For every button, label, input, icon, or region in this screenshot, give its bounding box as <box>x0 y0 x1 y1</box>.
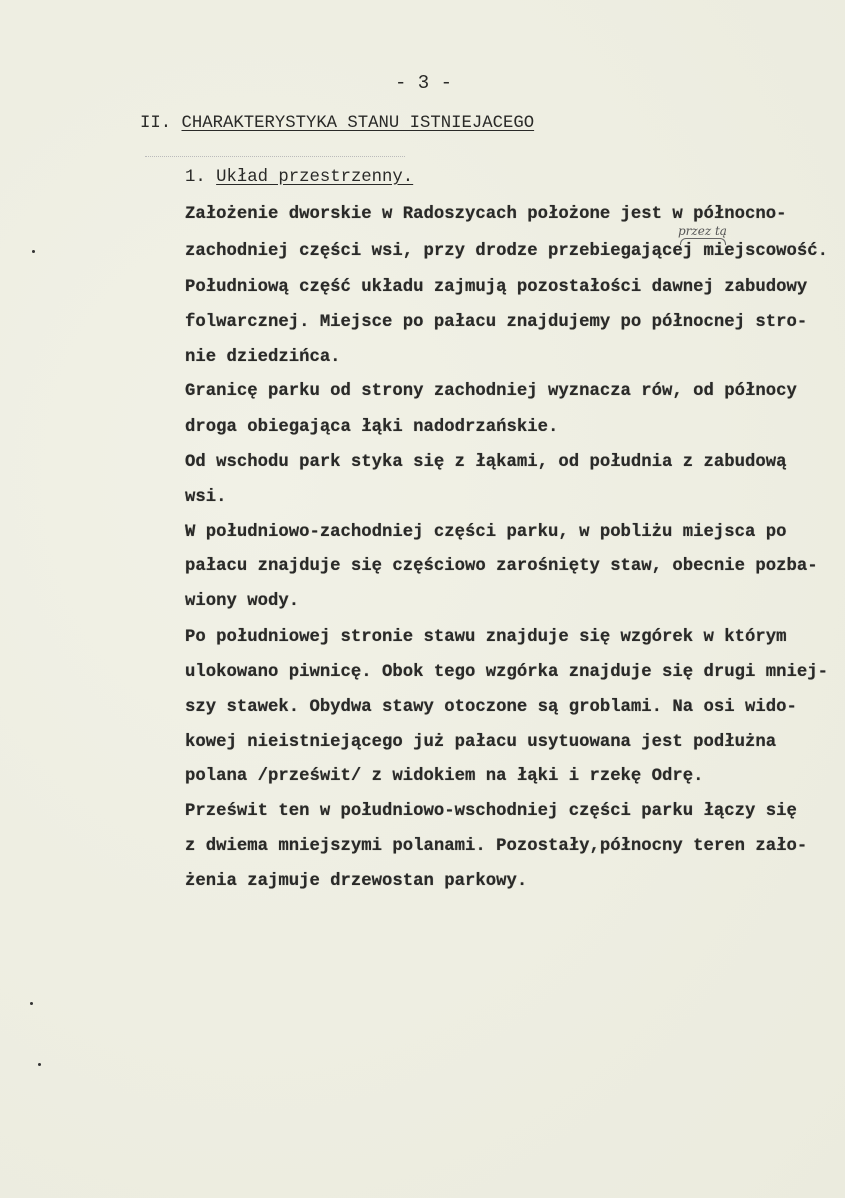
text-line: Prześwit ten w południowo-wschodniej części parku łączy się <box>185 802 797 821</box>
subsection-heading <box>185 168 413 187</box>
faint-dotted-line <box>145 156 405 157</box>
text-line: Założenie dworskie w Radoszycach położone jest w północno- <box>185 205 787 224</box>
text-line: W południowo-zachodniej części parku, w pobliżu miejsca po <box>185 523 787 542</box>
text-line: Po południowej stronie stawu znajduje się wzgórek w którym <box>185 628 787 647</box>
text-line: nie dziedzińca. <box>185 348 341 367</box>
page-number: - 3 - <box>395 72 453 94</box>
text-line: Południową część układu zajmują pozostałości dawnej zabudowy <box>185 278 808 297</box>
margin-speck <box>38 1063 41 1066</box>
section-number: II. <box>140 114 172 133</box>
text-line: droga obiegająca łąki nadodrzańskie. <box>185 418 559 437</box>
text-line: polana /prześwit/ z widokiem na łąki i rzekę Odrę. <box>185 767 704 786</box>
text-line: ulokowano piwnicę. Obok tego wzgórka znajduje się drugi mniej- <box>185 663 828 682</box>
handwritten-note: przez tą <box>678 224 727 238</box>
section-title: CHARAKTERYSTYKA STANU ISTNIEJACEGO <box>181 114 535 133</box>
margin-speck <box>30 1002 33 1005</box>
section-heading <box>140 114 534 133</box>
subsection-title: Układ przestrzenny. <box>216 168 414 187</box>
text-line: z dwiema mniejszymi polanami. Pozostały,północny teren zało- <box>185 837 808 856</box>
text-line: wsi. <box>185 488 227 507</box>
text-line: Granicę parku od strony zachodniej wyznacza rów, od północy <box>185 382 797 401</box>
text-line: Od wschodu park styka się z łąkami, od południa z zabudową <box>185 453 787 472</box>
margin-speck <box>32 250 35 253</box>
text-line: kowej nieistniejącego już pałacu usytuowana jest podłużna <box>185 733 777 752</box>
text-line: folwarcznej. Miejsce po pałacu znajdujemy po północnej stro- <box>185 313 808 332</box>
text-line: wiony wody. <box>185 592 300 611</box>
text-line: zachodniej części wsi, przy drodze przebiegającej miejscowość. <box>185 242 828 261</box>
text-line: szy stawek. Obydwa stawy otoczone są groblami. Na osi wido- <box>185 698 797 717</box>
subsection-number: 1. <box>185 168 206 187</box>
text-line: żenia zajmuje drzewostan parkowy. <box>185 872 528 891</box>
text-line: pałacu znajduje się częściowo zarośnięty staw, obecnie pozba- <box>185 557 818 576</box>
